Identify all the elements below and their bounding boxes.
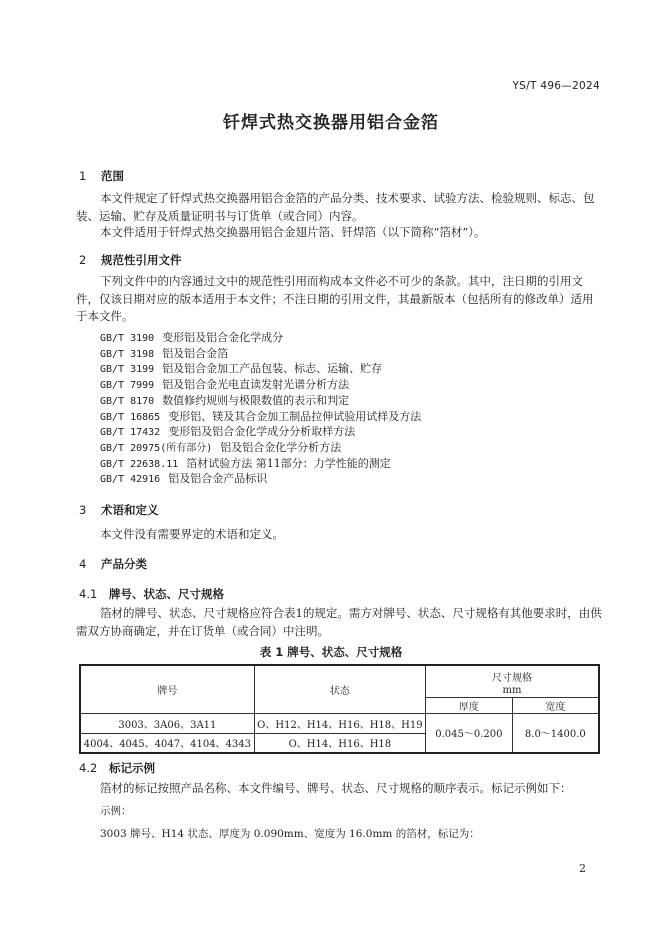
reference-code: GB/T 3198 (100, 348, 155, 360)
reference-title: 数值修约规则与极限数值的表示和判定 (162, 393, 350, 407)
reference-item (100, 423, 355, 439)
reference-code: GB/T 8170 (100, 395, 155, 407)
table-row (80, 713, 599, 733)
table-1 (79, 664, 600, 754)
reference-code: GB/T 17432 (100, 427, 161, 439)
reference-item (100, 360, 382, 376)
section-2-title: 规范性引用文件 (101, 253, 182, 267)
reference-title: 铝及铝合金产品标识 (168, 472, 268, 486)
reference-code: GB/T 20975(所有部分) (100, 442, 213, 454)
reference-title: 箔材试验方法 第11部分：力学性能的测定 (186, 456, 391, 470)
reference-code: GB/T 22638.11 (100, 458, 179, 470)
section-1-title: 范围 (101, 169, 124, 183)
table-1-caption: 表 1 牌号、状态、尺寸规格 (259, 645, 403, 659)
standard-number: YS/T 496—2024 (512, 80, 600, 92)
reference-title: 铝及铝合金箔 (162, 346, 229, 360)
reference-code: GB/T 3190 (100, 333, 155, 344)
table-cell-width: 8.0～1400.0 (512, 713, 599, 753)
reference-item (100, 470, 267, 486)
section-4-title: 产品分类 (101, 557, 147, 571)
reference-item (100, 345, 228, 361)
section-4-2-number: 4.2 (79, 761, 98, 775)
reference-item (100, 455, 391, 471)
section-4-heading (79, 556, 147, 572)
reference-title: 变形铝及铝合金化学成分分析取样方法 (168, 425, 356, 439)
reference-item (100, 329, 283, 345)
reference-title: 铝及铝合金光电直读发射光谱分析方法 (162, 378, 350, 392)
table-header-thickness: 厚度 (426, 697, 513, 713)
section-1-paragraph-1: 本文件规定了钎焊式热交换器用铝合金箔的产品分类、技术要求、试验方法、检验规则、标志、包装、运输、贮存及质量证明书与订货单（或合同）内容。 (76, 191, 595, 223)
reference-title: 铝及铝合金加工产品包装、标志、运输、贮存 (162, 362, 383, 376)
reference-item (100, 408, 421, 424)
table-header-size: 尺寸规格 (426, 665, 599, 684)
section-4-1-number: 4.1 (79, 587, 98, 601)
section-3-title: 术语和定义 (101, 503, 159, 517)
section-2-number: 2 (79, 253, 87, 267)
reference-code: GB/T 3199 (100, 364, 155, 376)
section-4-number: 4 (79, 557, 87, 571)
table-header-unit: mm (426, 684, 599, 697)
reference-item (100, 439, 341, 455)
table-cell-temper: O、H14、H16、H18 (254, 733, 425, 753)
section-3-number: 3 (79, 503, 87, 517)
table-cell-thickness: 0.045～0.200 (426, 713, 513, 753)
table-cell-grade: 4004、4045、4047、4104、4343 (80, 733, 254, 753)
section-1-heading (79, 168, 124, 184)
section-2-paragraph-1: 下列文件中的内容通过文中的规范性引用而构成本文件必不可少的条款。其中，注日期的引用文件，仅该日期对应的版本适用于本文件；不注日期的引用文件，其最新版本（包括所有的修改单）适用于本文件。 (76, 274, 594, 323)
reference-item (100, 392, 349, 408)
section-4-1-heading (79, 586, 224, 602)
table-cell-grade: 3003、3A06、3A11 (80, 713, 254, 733)
section-3-paragraph-1: 本文件没有需要界定的术语和定义。 (100, 527, 284, 541)
table-header-temper: 状态 (254, 665, 425, 713)
section-4-2-title: 标记示例 (109, 761, 155, 775)
example-text: 3003 牌号、H14 状态、厚度为 0.090mm、宽度为 16.0mm 的箔材，标记为： (100, 828, 480, 840)
reference-title: 变形铝、镁及其合金加工制品拉伸试验用试样及方法 (168, 409, 422, 423)
reference-code: GB/T 7999 (100, 380, 155, 392)
reference-title: 铝及铝合金化学分析方法 (220, 440, 342, 454)
reference-item (100, 376, 349, 392)
page-number: 2 (579, 862, 586, 875)
section-1-paragraph-2: 本文件适用于钎焊式热交换器用铝合金翅片箔、钎焊箔（以下简称“箔材”）。 (100, 225, 486, 239)
example-label: 示例： (100, 805, 132, 817)
section-2-heading (79, 252, 182, 268)
reference-title: 变形铝及铝合金化学成分 (162, 331, 284, 344)
table-header-grade: 牌号 (80, 665, 254, 713)
document-title: 钎焊式热交换器用铝合金箔 (223, 113, 439, 133)
section-4-1-paragraph-1: 箔材的牌号、状态、尺寸规格应符合表1的规定。需方对牌号、状态、尺寸规格有其他要求时，由供需双方协商确定，并在订货单（或合同）中注明。 (76, 606, 602, 638)
section-4-2-heading (79, 760, 155, 776)
section-1-number: 1 (79, 169, 87, 183)
reference-code: GB/T 16865 (100, 411, 161, 423)
section-4-2-paragraph-1: 箔材的标记按照产品名称、本文件编号、牌号、状态、尺寸规格的顺序表示。标记示例如下： (100, 781, 572, 795)
section-4-1-title: 牌号、状态、尺寸规格 (109, 587, 224, 601)
table-header-width: 宽度 (512, 697, 599, 713)
reference-code: GB/T 42916 (100, 474, 161, 486)
table-cell-temper: O、H12、H14、H16、H18、H19 (254, 713, 425, 733)
section-3-heading (79, 502, 159, 518)
